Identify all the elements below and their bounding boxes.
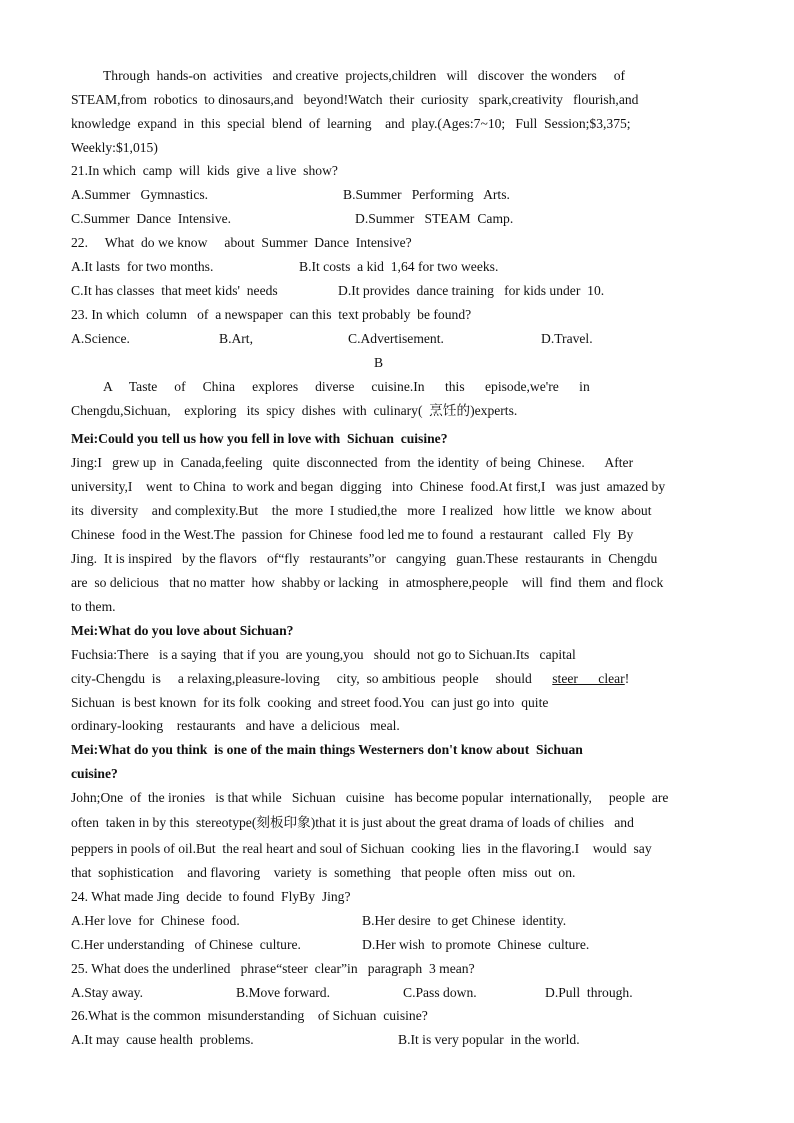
- john-answer-line: often taken in by this stereotype(刻板印象)that it is just about the great drama of loads of chilies and: [71, 815, 634, 830]
- jing-answer-line: university,I went to China to work and began digging into Chinese food.At first,I was just amazed by: [71, 479, 666, 494]
- fuchsia-answer-line: Sichuan is best known for its folk cooking and street food.You can just go into quite: [71, 695, 549, 710]
- jing-answer-line: to them.: [71, 599, 116, 614]
- mei-question-3: Mei:What do you think is one of the main things Westerners don't know about Sichuan: [71, 742, 583, 757]
- question-23-stem: 23. In which column of a newspaper can this text probably be found?: [71, 307, 472, 322]
- q26-option-b: B.It is very popular in the world.: [398, 1032, 580, 1047]
- fuchsia-line2-post: !: [624, 671, 630, 686]
- question-25-stem: 25. What does the underlined phrase“steer clear”in paragraph 3 mean?: [71, 961, 475, 976]
- q24-option-c: C.Her understanding of Chinese culture.: [71, 937, 301, 952]
- fuchsia-answer-line: Fuchsia:There is a saying that if you are young,you should not go to Sichuan.Its capital: [71, 647, 576, 662]
- q26-option-a: A.It may cause health problems.: [71, 1032, 254, 1047]
- steam-paragraph-line: Weekly:$1,015): [71, 140, 158, 155]
- q24-option-b: B.Her desire to get Chinese identity.: [362, 913, 567, 928]
- fuchsia-answer-line: [71, 670, 722, 688]
- q21-option-b: B.Summer Performing Arts.: [343, 187, 510, 202]
- section-b-heading: B: [374, 355, 384, 370]
- q24-option-a: A.Her love for Chinese food.: [71, 913, 240, 928]
- q22-option-d: D.It provides dance training for kids under 10.: [338, 283, 605, 298]
- q25-option-b: B.Move forward.: [236, 985, 331, 1000]
- underlined-phrase-steer-clear: steer clear: [552, 671, 625, 686]
- question-24-stem: 24. What made Jing decide to found FlyBy Jing?: [71, 889, 351, 904]
- mei-question-3: cuisine?: [71, 766, 118, 781]
- q23-option-b: B.Art,: [219, 331, 253, 346]
- q22-option-c: C.It has classes that meet kids' needs: [71, 283, 278, 298]
- jing-answer-line: are so delicious that no matter how shabby or lacking in atmosphere,people will find them and flock: [71, 575, 664, 590]
- fuchsia-line2-pre: city-Chengdu is a relaxing,pleasure-loving city, so ambitious people should: [71, 671, 553, 686]
- john-answer-line: peppers in pools of oil.But the real heart and soul of Sichuan cooking lies in the flavoring.I would say: [71, 841, 652, 856]
- q23-option-c: C.Advertisement.: [348, 331, 444, 346]
- steam-paragraph-line: knowledge expand in this special blend of learning and play.(Ages:7~10; Full Session;$3,375;: [71, 116, 631, 131]
- steam-paragraph-line: STEAM,from robotics to dinosaurs,and beyond!Watch their curiosity spark,creativity flourish,and: [71, 92, 639, 107]
- question-21-stem: 21.In which camp will kids give a live show?: [71, 163, 338, 178]
- q24-option-d: D.Her wish to promote Chinese culture.: [362, 937, 590, 952]
- intro-line: A Taste of China explores diverse cuisine.In this episode,we're in: [103, 379, 590, 394]
- question-26-stem: 26.What is the common misunderstanding of Sichuan cuisine?: [71, 1008, 428, 1023]
- q21-option-a: A.Summer Gymnastics.: [71, 187, 209, 202]
- mei-question-2: Mei:What do you love about Sichuan?: [71, 623, 294, 638]
- mei-question-1: Mei:Could you tell us how you fell in love with Sichuan cuisine?: [71, 431, 448, 446]
- john-answer-line: that sophistication and flavoring variety is something that people often miss out on.: [71, 865, 576, 880]
- fuchsia-answer-line: ordinary-looking restaurants and have a delicious meal.: [71, 718, 400, 733]
- jing-answer-line: Chinese food in the West.The passion for Chinese food led me to found a restaurant called Fly By: [71, 527, 634, 542]
- q21-option-d: D.Summer STEAM Camp.: [355, 211, 514, 226]
- q22-option-b: B.It costs a kid 1,64 for two weeks.: [299, 259, 499, 274]
- q25-option-a: A.Stay away.: [71, 985, 143, 1000]
- intro-line: Chengdu,Sichuan, exploring its spicy dishes with culinary( 烹饪的)experts.: [71, 403, 518, 418]
- q25-option-c: C.Pass down.: [403, 985, 477, 1000]
- jing-answer-line: its diversity and complexity.But the more I studied,the more I realized how little we know about: [71, 503, 652, 518]
- q21-option-c: C.Summer Dance Intensive.: [71, 211, 232, 226]
- jing-answer-line: Jing. It is inspired by the flavors of“fly restaurants”or cangying guan.These restaurants in Chengdu: [71, 551, 658, 566]
- john-answer-line: John;One of the ironies is that while Sichuan cuisine has become popular internationally, people are: [71, 790, 669, 805]
- steam-paragraph-line: Through hands-on activities and creative projects,children will discover the wonders of: [103, 68, 626, 83]
- q23-option-d: D.Travel.: [541, 331, 593, 346]
- q22-option-a: A.It lasts for two months.: [71, 259, 214, 274]
- jing-answer-line: Jing:I grew up in Canada,feeling quite disconnected from the identity of being Chinese. After: [71, 455, 634, 470]
- q23-option-a: A.Science.: [71, 331, 130, 346]
- q25-option-d: D.Pull through.: [545, 985, 633, 1000]
- question-22-stem: 22. What do we know about Summer Dance Intensive?: [71, 235, 412, 250]
